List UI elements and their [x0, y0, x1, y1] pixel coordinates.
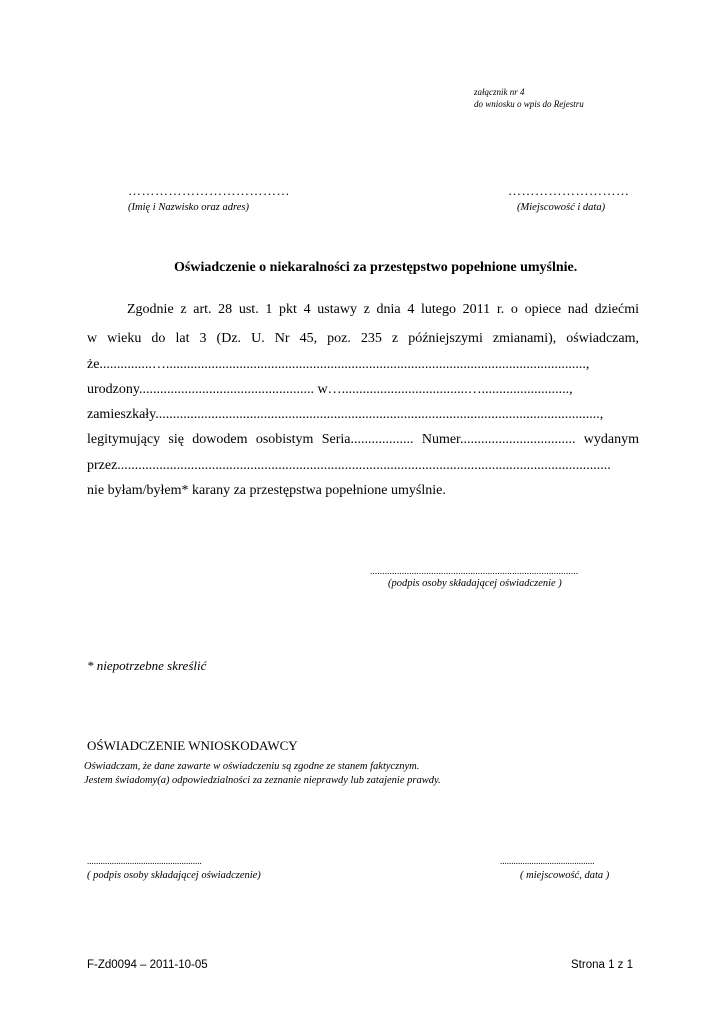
attachment-note	[474, 86, 584, 110]
attachment-line-1: załącznik nr 4	[474, 87, 525, 97]
attachment-line-2: do wniosku o wpis do Rejestru	[474, 99, 584, 109]
applicant-line-2: Jestem świadomy(a) odpowiedzialności za zeznanie nieprawdy lub zatajenie prawdy.	[84, 775, 441, 786]
body-line-4: urodzony.................................................. w…....................................….........................,	[87, 382, 573, 397]
body-line-8: nie byłam/byłem* karany za przestępstwa popełnione umyślnie.	[87, 483, 446, 498]
bottom-place-label: ( miejscowość, data )	[520, 870, 610, 881]
footnote: * niepotrzebne skreślić	[87, 658, 207, 673]
body-line-5: zamieszkały...............................................................................................................................,	[87, 407, 604, 422]
bottom-signature-label: ( podpis osoby składającej oświadczenie)	[87, 870, 261, 881]
applicant-line-1: Oświadczam, że dane zawarte w oświadczeniu są zgodne ze stanem faktycznym.	[84, 761, 420, 772]
name-address-label: (Imię i Nazwisko oraz adres)	[128, 202, 249, 213]
bottom-place-dots: ..........................................	[500, 856, 595, 866]
signature-label: (podpis osoby składającej oświadczenie )	[388, 578, 562, 589]
name-address-dots: ………………………………	[128, 183, 290, 198]
body-line-3: że...............…........................................................................................................................,	[87, 357, 590, 372]
body-line-6: legitymujący się dowodem osobistym Seria.................. Numer................................. wydanym	[87, 432, 639, 447]
body-line-1: Zgodnie z art. 28 ust. 1 pkt 4 ustawy z dnia 4 lutego 2011 r. o opiece nad dziećmi	[127, 302, 639, 317]
place-date-dots: ………………………	[508, 183, 630, 198]
place-date-label: (Miejscowość i data)	[517, 202, 606, 213]
page-title: Oświadczenie o niekaralności za przestępstwo popełnione umyślnie.	[174, 260, 578, 275]
bottom-signature-dots: ...................................................	[87, 856, 202, 866]
signature-dots: .....................................................................................	[370, 566, 579, 576]
body-line-2: w wieku do lat 3 (Dz. U. Nr 45, poz. 235 z późniejszymi zmianami), oświadczam,	[87, 331, 639, 346]
applicant-heading: OŚWIADCZENIE WNIOSKODAWCY	[87, 738, 298, 753]
page-number: Strona 1 z 1	[571, 959, 634, 971]
body-line-7: przez.............................................................................................................................................	[87, 458, 611, 473]
document-code: F-Zd0094 – 2011-10-05	[87, 959, 208, 971]
